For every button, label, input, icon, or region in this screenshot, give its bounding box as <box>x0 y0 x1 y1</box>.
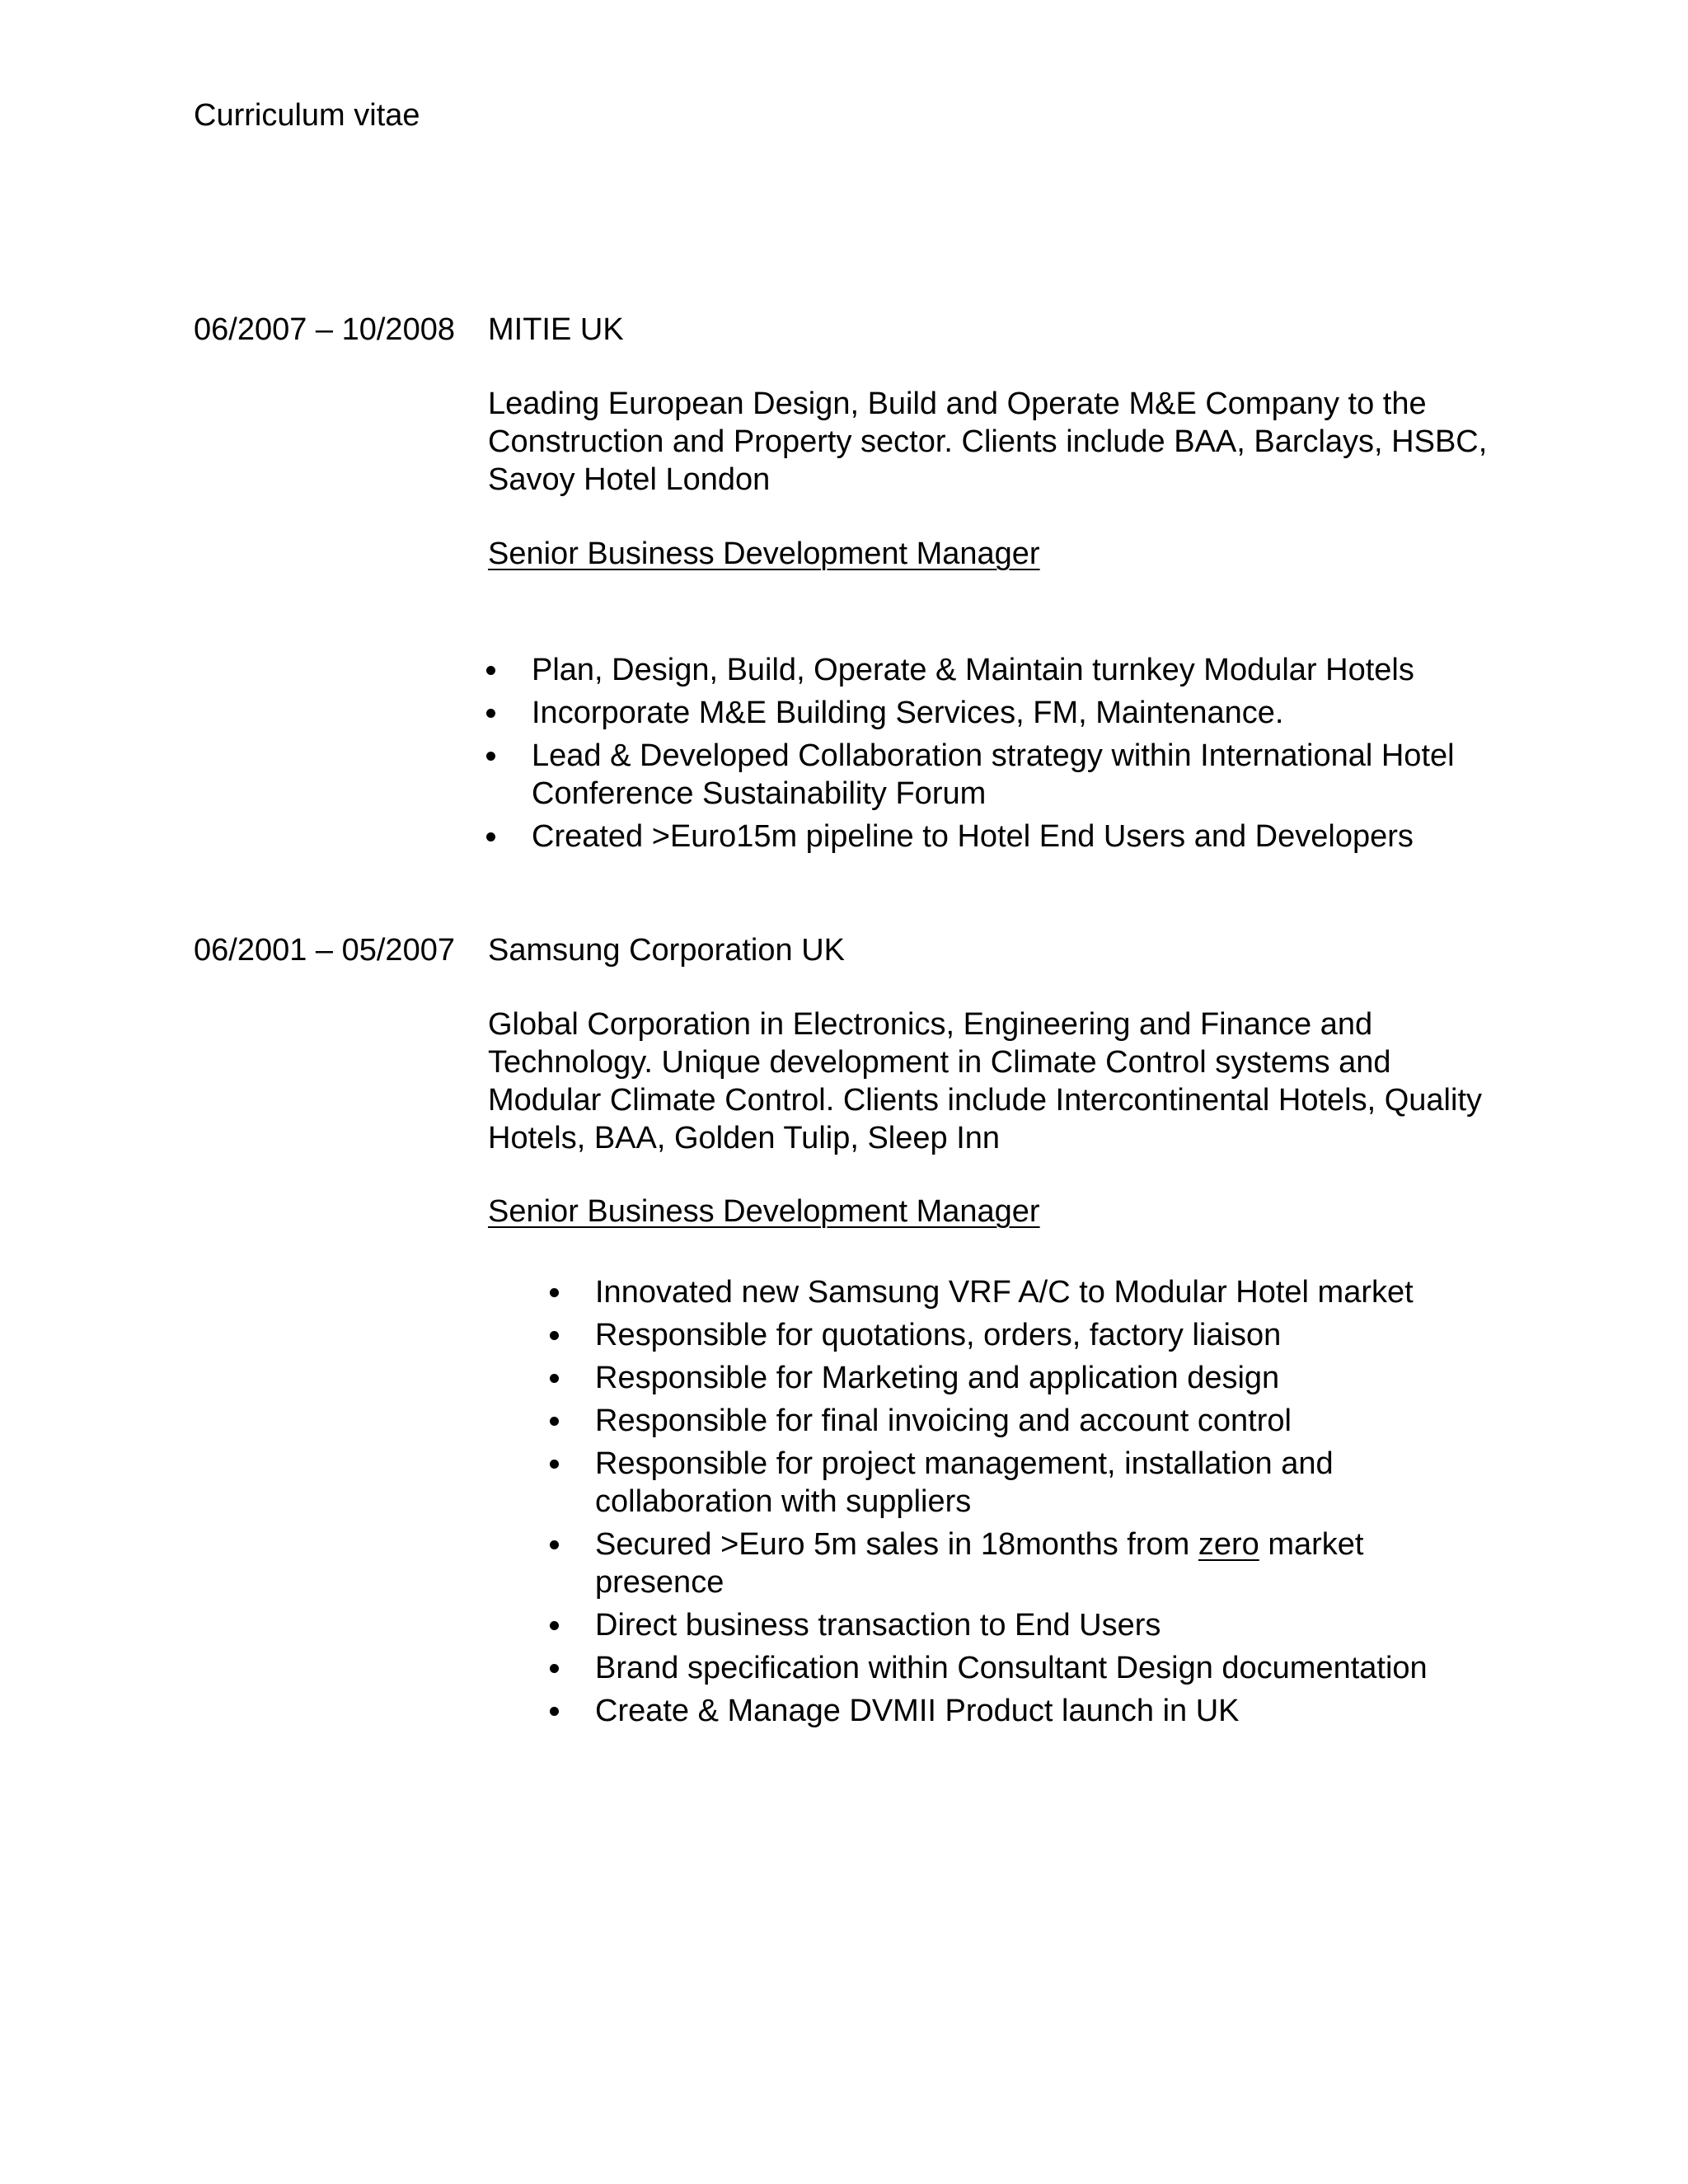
list-item-text: Responsible for Marketing and application design <box>595 1361 1280 1395</box>
list-item <box>595 1649 1518 1687</box>
bullet-icon <box>550 1460 559 1469</box>
bullet-icon <box>486 666 495 675</box>
entry-dates: 06/2007 – 10/2008 <box>194 312 455 347</box>
list-item-text: Created >Euro15m pipeline to Hotel End Users and Developers <box>532 819 1414 854</box>
list-item-text: Secured >Euro 5m sales in 18months from <box>595 1527 1190 1562</box>
list-item <box>595 1359 1518 1397</box>
bullet-icon <box>486 752 495 761</box>
bullet-icon <box>550 1621 559 1630</box>
list-item <box>595 1273 1518 1311</box>
bullet-icon <box>550 1288 559 1297</box>
list-item <box>595 1606 1518 1644</box>
entry-role: Senior Business Development Manager <box>488 1194 1040 1229</box>
list-item <box>532 694 1521 732</box>
entry-description: Global Corporation in Electronics, Engineering and Finance and Technology. Unique development in Climate Control systems and Modular Climate Control. Clients include Intercontinental Hotels, Quality Hotels, BAA, Golden Tulip, Sleep Inn <box>488 1007 1482 1155</box>
list-item-text: Innovated new Samsung VRF A/C to Modular Hotel market <box>595 1275 1414 1310</box>
list-item-text: Responsible for quotations, orders, factory liaison <box>595 1318 1282 1352</box>
list-item <box>532 818 1521 855</box>
list-item <box>532 651 1521 689</box>
entry-role: Senior Business Development Manager <box>488 537 1040 571</box>
bullet-icon <box>550 1707 559 1716</box>
list-item <box>595 1316 1518 1354</box>
document-title: Curriculum vitae <box>194 98 420 133</box>
list-item <box>532 737 1459 813</box>
list-item-text: Responsible for project management, installation and collaboration with suppliers <box>595 1446 1334 1519</box>
list-item <box>595 1692 1518 1730</box>
list-item-text: Direct business transaction to End Users <box>595 1608 1161 1643</box>
bullet-icon <box>550 1540 559 1549</box>
entry-company: Samsung Corporation UK <box>488 933 845 968</box>
bullet-icon <box>486 709 495 718</box>
emphasis-text: zero <box>1198 1527 1259 1562</box>
list-item-text: Brand specification within Consultant Design documentation <box>595 1651 1428 1685</box>
list-item-text: Plan, Design, Build, Operate & Maintain turnkey Modular Hotels <box>532 653 1414 687</box>
list-item <box>595 1402 1518 1440</box>
list-item-text: Responsible for final invoicing and account control <box>595 1404 1292 1438</box>
bullet-icon <box>550 1417 559 1426</box>
list-item-text: Create & Manage DVMII Product launch in UK <box>595 1694 1240 1728</box>
entry-description: Leading European Design, Build and Operate M&E Company to the Construction and Property sector. Clients include BAA, Barclays, HSBC, Savoy Hotel London <box>488 387 1488 497</box>
responsibilities-list <box>532 651 1521 860</box>
bullet-icon <box>550 1664 559 1673</box>
list-item-text: Incorporate M&E Building Services, FM, Maintenance. <box>532 696 1284 730</box>
list-item-text: market presence <box>595 1527 1364 1600</box>
responsibilities-list <box>595 1273 1518 1735</box>
entry-company: MITIE UK <box>488 312 624 347</box>
list-item-text: Lead & Developed Collaboration strategy within International Hotel Conference Sustainability Forum <box>532 738 1455 811</box>
bullet-icon <box>550 1331 559 1340</box>
list-item <box>595 1526 1419 1601</box>
entry-dates: 06/2001 – 05/2007 <box>194 933 455 968</box>
bullet-icon <box>486 832 495 841</box>
bullet-icon <box>550 1374 559 1383</box>
list-item <box>595 1445 1403 1521</box>
